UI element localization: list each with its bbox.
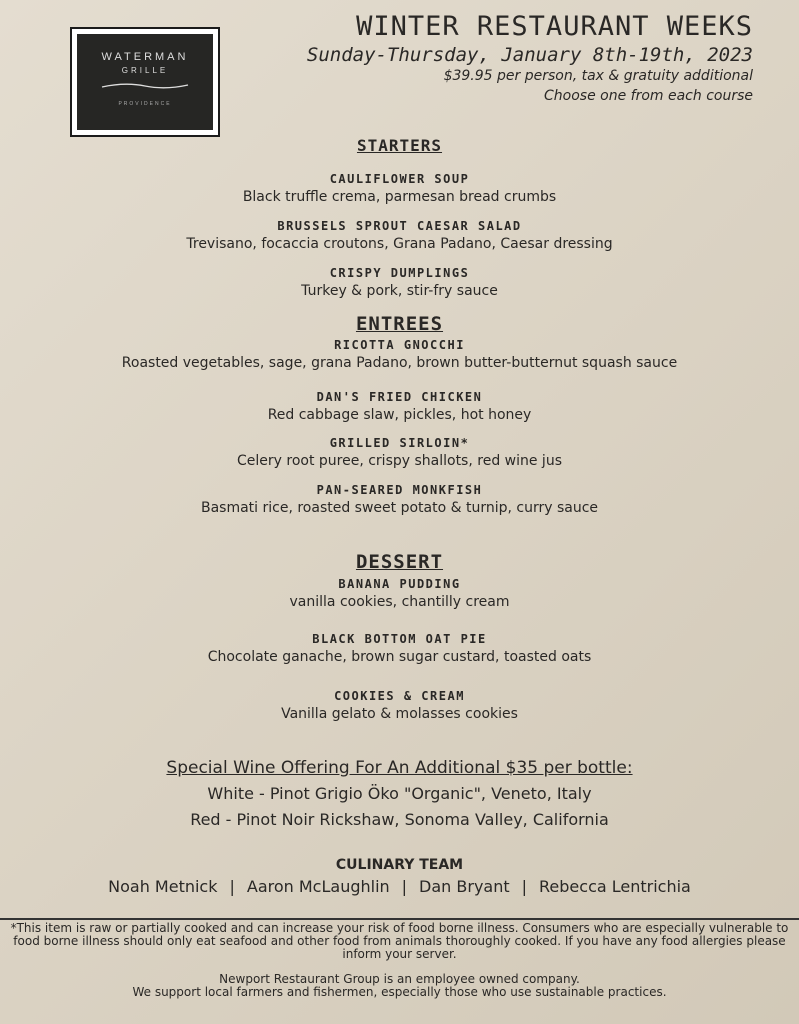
menu-item — [0, 266, 799, 299]
dish-description: Trevisano, focaccia croutons, Grana Padano, Caesar dressing — [186, 236, 613, 252]
culinary-team-list — [0, 877, 799, 896]
dessert-heading: DESSERT — [355, 551, 444, 573]
menu-item — [0, 338, 799, 371]
separator: | — [521, 877, 528, 896]
dish-name: BLACK BOTTOM OAT PIE — [312, 632, 487, 646]
dish-name: CRISPY DUMPLINGS — [329, 266, 470, 280]
menu-item — [0, 219, 799, 252]
team-member: Dan Bryant — [419, 877, 510, 896]
team-member: Rebecca Lentrichia — [539, 877, 691, 896]
dish-description: vanilla cookies, chantilly cream — [289, 594, 510, 610]
menu-footer — [0, 922, 799, 999]
dish-description: Basmati rice, roasted sweet potato & turnip, curry sauce — [200, 500, 599, 516]
starters-heading: STARTERS — [356, 136, 443, 155]
dish-description: Red cabbage slaw, pickles, hot honey — [267, 407, 532, 423]
menu-item — [0, 483, 799, 516]
menu-header — [307, 10, 753, 106]
dish-description: Celery root puree, crispy shallots, red wine jus — [236, 453, 562, 469]
footer-divider — [0, 918, 799, 920]
team-member: Noah Metnick — [108, 877, 218, 896]
dish-name: COOKIES & CREAM — [334, 689, 465, 703]
dish-description: Roasted vegetables, sage, grana Padano, brown butter-butternut squash sauce — [121, 355, 678, 371]
wine-white: White - Pinot Grigio Öko "Organic", Veneto, Italy — [207, 784, 592, 803]
wave-icon — [100, 81, 190, 91]
menu-price: $39.95 per person, tax & gratuity additional — [443, 68, 753, 84]
dish-name: PAN-SEARED MONKFISH — [316, 483, 483, 497]
menu-item — [0, 577, 799, 610]
menu-item — [0, 436, 799, 469]
dish-description: Chocolate ganache, brown sugar custard, toasted oats — [207, 649, 592, 665]
separator: | — [229, 877, 235, 896]
menu-dates: Sunday-Thursday, January 8th-19th, 2023 — [306, 44, 753, 66]
company-line-1: Newport Restaurant Group is an employee owned company. — [219, 972, 580, 986]
entrees-heading: ENTREES — [355, 313, 444, 335]
company-note — [0, 973, 799, 999]
menu-item — [0, 172, 799, 205]
dish-name: RICOTTA GNOCCHI — [334, 338, 465, 352]
culinary-team-heading: CULINARY TEAM — [335, 857, 464, 873]
wine-red: Red - Pinot Noir Rickshaw, Sonoma Valley, California — [190, 810, 609, 829]
company-line-2: We support local farmers and fishermen, especially those who use sustainable practices. — [132, 985, 667, 999]
dish-description: Vanilla gelato & molasses cookies — [281, 706, 518, 722]
dish-description: Black truffle crema, parmesan bread crumbs — [242, 189, 557, 205]
wine-offer-heading: Special Wine Offering For An Additional $35 per bottle: — [166, 758, 633, 778]
menu-item — [0, 632, 799, 665]
dish-description: Turkey & pork, stir-fry sauce — [301, 283, 498, 299]
dish-name: GRILLED SIRLOIN* — [329, 436, 470, 450]
logo-city: PROVIDENCE — [118, 101, 172, 107]
food-safety-disclaimer: *This item is raw or partially cooked and can increase your risk of food borne illness. Consumers who are especially vulnerable to food borne illness should only eat seafood and other food from animals thoroughly cooked. If you have any food allergies please inform your server. — [10, 921, 789, 961]
team-member: Aaron McLaughlin — [246, 877, 390, 896]
menu-item — [0, 390, 799, 423]
dish-name: BRUSSELS SPROUT CAESAR SALAD — [277, 219, 522, 233]
logo-sub: GRILLE — [121, 66, 169, 75]
separator: | — [401, 877, 408, 896]
dish-name: DAN'S FRIED CHICKEN — [316, 390, 483, 404]
dish-name: CAULIFLOWER SOUP — [329, 172, 470, 186]
restaurant-logo — [70, 27, 220, 137]
logo-panel — [77, 34, 213, 130]
menu-item — [0, 689, 799, 722]
menu-title: WINTER RESTAURANT WEEKS — [356, 11, 753, 42]
dish-name: BANANA PUDDING — [338, 577, 461, 591]
logo-name: WATERMAN — [101, 51, 189, 63]
menu-instructions: Choose one from each course — [544, 88, 753, 104]
